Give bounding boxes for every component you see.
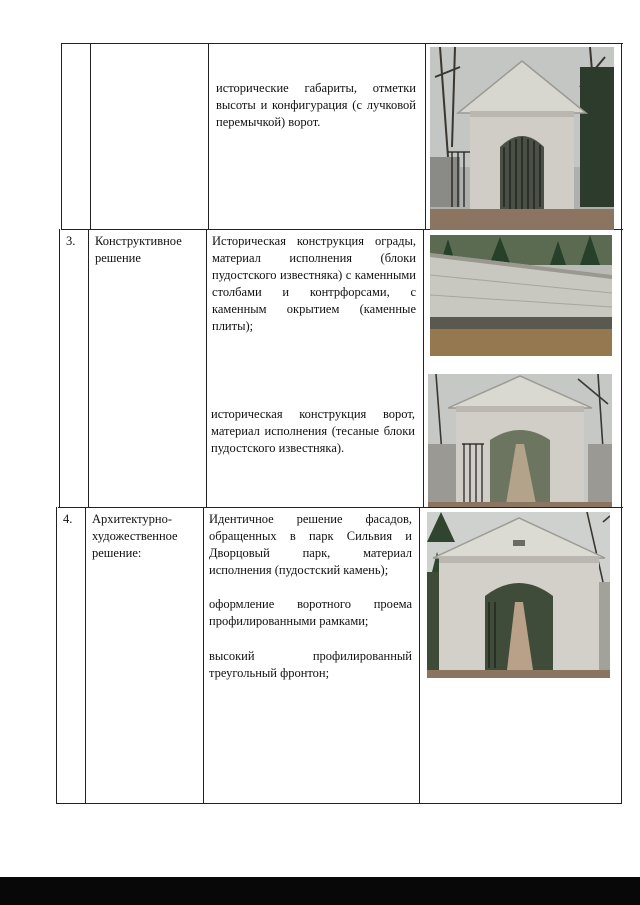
row2-label: Конструктивное решение (95, 234, 182, 265)
row2-paragraph-2: историческая конструкция ворот, материал исполнения (тесаные блоки пудостского известняка). (211, 407, 415, 455)
table-right-border (621, 43, 622, 804)
col-border-photo (423, 229, 424, 507)
stone-wall-photo (430, 235, 612, 356)
row3-number: 4. (63, 512, 73, 526)
col-border-number (90, 43, 91, 229)
row3-paragraph-2: оформление воротного проема профилированными рамками; (209, 597, 412, 628)
scan-edge-shadow (0, 877, 640, 905)
col-border-label (208, 43, 209, 229)
row3-paragraph-3: высокий профилированный треугольный фронтон; (209, 649, 412, 680)
row2-number: 3. (66, 234, 76, 248)
stone-gate-photo (430, 47, 614, 230)
col-border-label (203, 507, 204, 804)
col-border-label (206, 229, 207, 507)
stone-gate-photo (427, 512, 610, 678)
row-divider (58, 507, 623, 508)
row1-paragraph-1: исторические габариты, отметки высоты и конфигурация (с лучковой перемычкой) ворот. (216, 81, 416, 129)
row2-paragraph-1: Историческая конструкция ограды, материал исполнения (блоки пудостского известняка) с каменными столбами и контрфорсами, с каменным окрытием (каменные плиты); (212, 234, 416, 333)
col-border-left (59, 229, 60, 507)
table-bottom-border (56, 803, 622, 804)
table-top-border (61, 43, 623, 44)
col-border-left (56, 507, 57, 804)
col-border-number (85, 507, 86, 804)
col-border-photo (419, 507, 420, 804)
col-border-left (61, 43, 62, 229)
col-border-photo (425, 43, 426, 229)
col-border-number (88, 229, 89, 507)
row3-label: Архитектурно-художественное решение: (92, 512, 178, 560)
row3-paragraph-1: Идентичное решение фасадов, обращенных в парк Сильвия и Дворцовый парк, материал исполнения (пудостский камень); (209, 512, 412, 577)
stone-gate-photo (428, 374, 612, 507)
